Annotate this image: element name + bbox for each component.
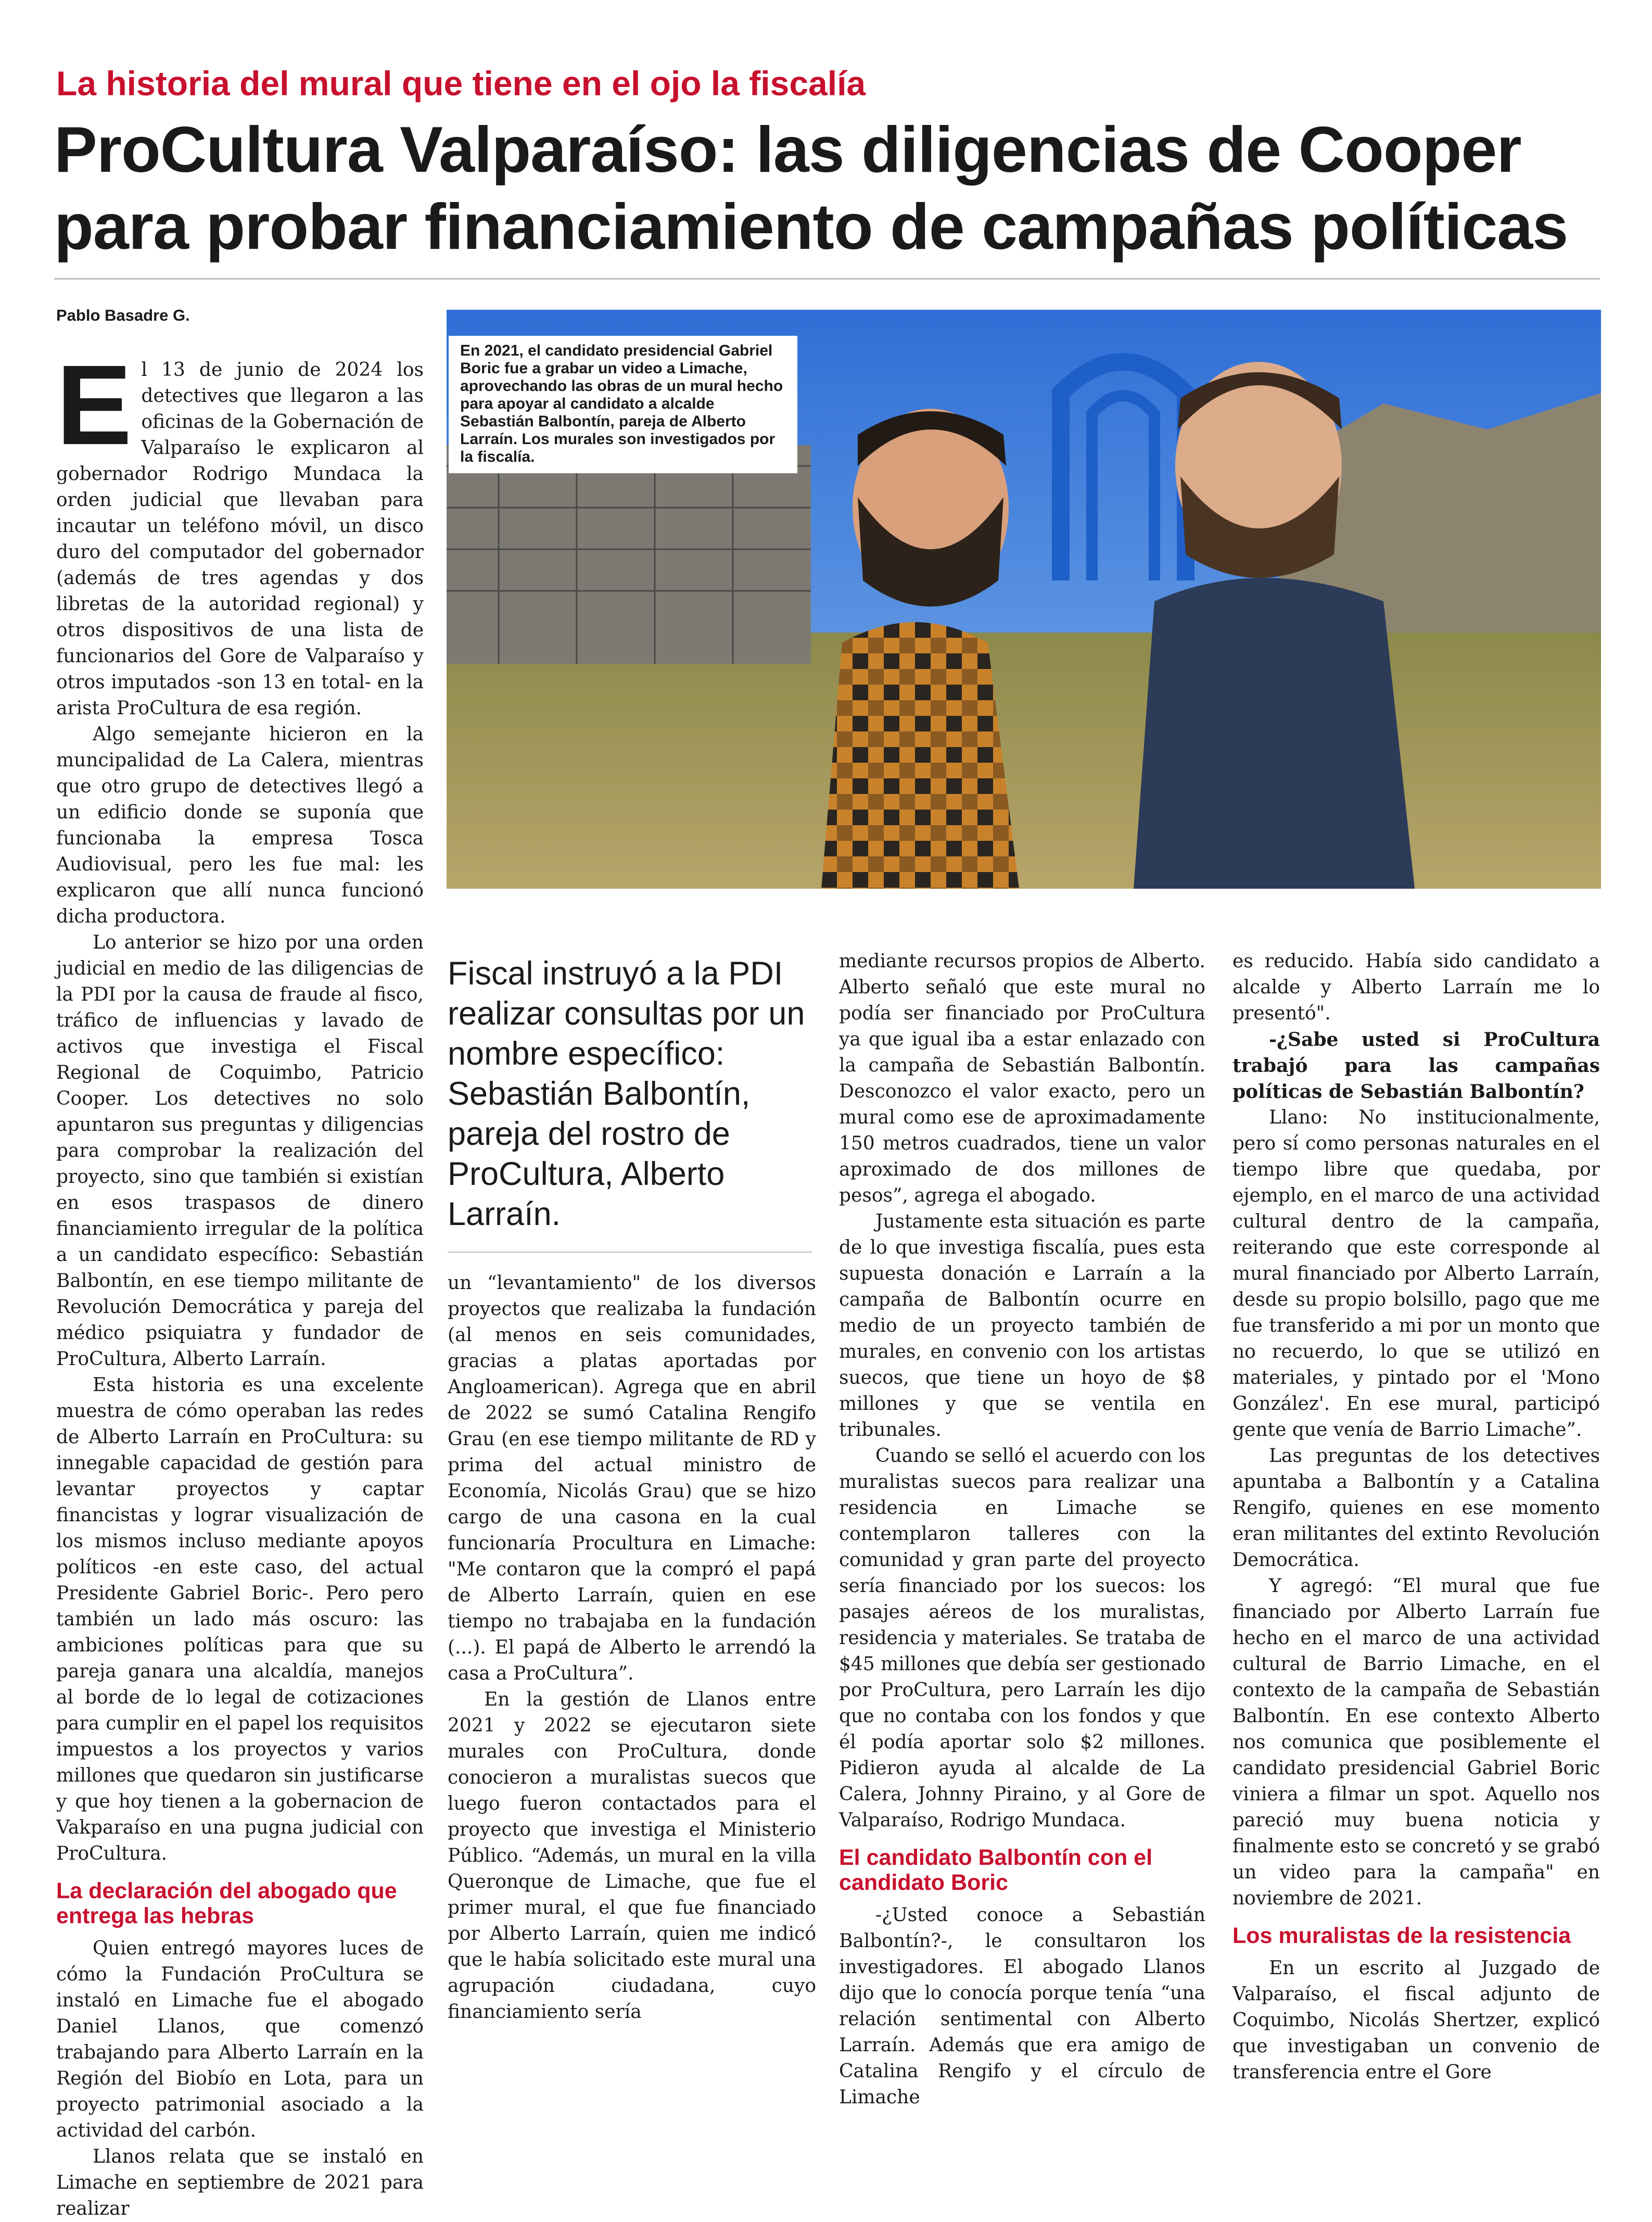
- paragraph: Cuando se selló el acuerdo con los muralistas suecos para realizar una residencia en Limache se contemplaron talleres con la comunidad y gran parte del proyecto sería financiado por los suecos: los pasajes aéreos de los muralistas, residencia y materiales. Se trataba de $45 millones que debía ser gestionado por ProCultura, pero Larraín les dijo que no contaba con los fondos y que él podía aportar solo $2 millones. Pidieron ayuda al alcalde de La Calera, Johnny Piraino, y al Gore de Valparaíso, Rodrigo Mundaca.: [839, 1445, 1205, 1831]
- paragraph: El 13 de junio de 2024 los detectives que llegaron a las oficinas de la Gobernación de Valparaíso le explicaron al gobernador Rodrigo Mundaca la orden judicial que llevaban para incautar un teléfono móvil, un disco duro del computador del gobernador (además de tres agendas y dos libretas de la autoridad regional) y otros dispositivos de una lista de funcionarios del Gore de Valparaíso y otros imputados -son 13 en total- en la arista ProCultura de esa región.: [56, 342, 424, 719]
- headline-rule: [54, 278, 1600, 280]
- paragraph: Las preguntas de los detectives apuntaba a Balbontín y a Catalina Rengifo, quienes en ese momento eran militantes del extinto Revolución Democrática.: [1232, 1445, 1600, 1571]
- column-4: [1232, 949, 1600, 2086]
- kicker: La historia del mural que tiene en el ojo la fiscalía: [56, 64, 866, 103]
- drop-cap: E: [56, 342, 132, 469]
- paragraph: Algo semejante hicieron en la muncipalidad de La Calera, mientras que otro grupo de detectives llegó a un edificio donde se suponía que funcionaba la empresa Tosca Audiovisual, pero les fue mal: les explicaron que allí nunca funcionó dicha productora.: [56, 724, 424, 927]
- paragraph: mediante recursos propios de Alberto. Alberto señaló que este mural no podía ser financiado por ProCultura ya que igual iba a estar enlazado con la campaña de Sebastián Balbontín. Desconozco el valor exacto, pero un mural como ese de aproximadamente 150 metros cuadrados, tiene un valor aproximado de dos millones de pesos”, agrega el abogado.: [839, 951, 1205, 1206]
- subheading: La declaración del abogado que entrega las hebras: [56, 1878, 397, 1928]
- photo-caption: En 2021, el candidato presidencial Gabriel Boric fue a grabar un video a Limache, aprovechando las obras de un mural hecho para apoyar al candidato a alcalde Sebastián Balbontín, pareja de Alberto Larraín. Los murales son investigados por la fiscalía.: [449, 336, 797, 473]
- paragraph: Llano: No institucionalmente, pero sí como personas naturales en el tiempo libre que quedaba, por ejemplo, en el marco de una actividad cultural dentro de la campaña, reiterando que este corresponde al mural financiado por Alberto Larraín, desde su propio bolsillo, pago que me fue transferido a mi por un monto que no recuerdo, lo que se utilizó en materiales, y pintado por el 'Mono González'. En ese mural, participó gente que venía de Barrio Limache”.: [1232, 1107, 1600, 1441]
- paragraph: Lo anterior se hizo por una orden judicial en medio de las diligencias de la PDI por la causa de fraude al fisco, tráfico de influencias y lavado de activos que investiga el Fiscal Regional de Coquimbo, Patricio Cooper. Los detectives no solo apuntaron sus preguntas y diligencias para comprobar la realización del proyecto, sino que también si existían en esos traspasos de dinero financiamiento irregular de la política a un candidato específico: Sebastián Balbontín, en ese tiempo militante de Revolución Democrática y pareja del médico psiquiatra y fundador de ProCultura, Alberto Larraín.: [56, 932, 424, 1370]
- column-2: [448, 1270, 816, 2025]
- subheading: Los muralistas de la resistencia: [1232, 1923, 1571, 1948]
- paragraph: Y agregó: “El mural que fue financiado por Alberto Larraín fue hecho en el marco de una actividad cultural de Barrio Limache, en el contexto de la campaña de Sebastián Balbontín. En ese contexto Alberto nos comunica que posiblemente el candidato presidencial Gabriel Boric viniera a filmar un spot. Aquello nos pareció muy buena noticia y finalmente esto se concretó y se grabó un video para la campaña" en noviembre de 2021.: [1232, 1575, 1600, 1909]
- subheading: El candidato Balbontín con el candidato Boric: [839, 1845, 1153, 1895]
- byline: Pablo Basadre G.: [56, 306, 190, 324]
- pull-quote: Fiscal instruyó a la PDI realizar consultas por un nombre específico: Sebastián Balbontín, pareja del rostro de ProCultura, Alberto Larraín.: [448, 955, 805, 1232]
- paragraph: En un escrito al Juzgado de Valparaíso, el fiscal adjunto de Coquimbo, Nicolás Shertzer, explicó que investigaban un convenio de transferencia entre el Gore: [1232, 1958, 1600, 2083]
- interview-question: -¿Sabe usted si ProCultura trabajó para las campañas políticas de Sebastián Balbontín?: [1232, 1029, 1600, 1103]
- paragraph: es reducido. Había sido candidato a alcalde y Alberto Larraín me lo presentó".: [1232, 951, 1600, 1024]
- paragraph: un “levantamiento" de los diversos proyectos que realizaba la fundación (al menos en seis comunidades, gracias a platas aportadas por Angloamerican). Agrega que en abril de 2022 se sumó Catalina Rengifo Grau (en ese tiempo militante de RD y prima del actual ministro de Economía, Nicolás Grau) que se hizo cargo de una casona en la cual funcionaría Procultura en Limache: "Me contaron que la compró el papá de Alberto Larraín, quien en ese tiempo no trabajaba en la fundación (...). El papá de Alberto le arrendó la casa a ProCultura”.: [448, 1272, 816, 1684]
- paragraph: -¿Usted conoce a Sebastián Balbontín?-, le consultaron los investigadores. El abogado Llanos dijo que lo conocía porque tenía “una relación sentimental con Alberto Larraín. Además que era amigo de Catalina Rengifo y el círculo de Limache: [839, 1904, 1205, 2108]
- column-1: [56, 342, 424, 2222]
- column-3: [839, 949, 1205, 2111]
- headline: ProCultura Valparaíso: las diligencias de Cooper para probar financiamiento de campañas políticas: [54, 114, 1568, 263]
- paragraph: En la gestión de Llanos entre 2021 y 2022 se ejecutaron siete murales con ProCultura, donde conocieron a muralistas suecos que luego fueron contactados para el proyecto que investiga el Ministerio Público. “Además, un mural en la villa Queronque de Limache, que fue el primer mural, el que fue financiado por Alberto Larraín, quien me indicó que le había solicitado este mural una agrupación ciudadana, cuyo financiamiento sería: [448, 1689, 816, 2023]
- paragraph: Esta historia es una excelente muestra de cómo operaban las redes de Alberto Larraín en ProCultura: su innegable capacidad de gestión para levantar proyectos y captar financistas y lograr visualización de los mismos incluso mediante apoyos políticos -en este caso, del actual Presidente Gabriel Boric-. Pero pero también un lado más oscuro: las ambiciones políticas para que su pareja ganara una alcaldía, manejos al borde de lo legal de cotizaciones para cumplir en el papel los requisitos impuestos a los proyectos y varios millones que quedaron sin justificarse y que hoy tienen a la gobernacion de Vakparaíso en una pugna judicial con ProCultura.: [56, 1374, 424, 1864]
- paragraph: Justamente esta situación es parte de lo que investiga fiscalía, pues esta supuesta donación e Larraín a la campaña de Balbontín ocurre en medio de un proyecto también de murales, en convenio con los artistas suecos, que tiene un hoyo de $8 millones y que se ventila en tribunales.: [839, 1211, 1205, 1441]
- paragraph: Llanos relata que se instaló en Limache en septiembre de 2021 para realizar: [56, 2146, 424, 2219]
- pull-quote-rule: [448, 1252, 812, 1253]
- paragraph: Quien entregó mayores luces de cómo la Fundación ProCultura se instaló en Limache fue el abogado Daniel Llanos, que comenzó trabajando para Alberto Larraín en la Región del Biobío en Lota, para un proyecto patrimonial asociado a la actividad del carbón.: [56, 1938, 424, 2141]
